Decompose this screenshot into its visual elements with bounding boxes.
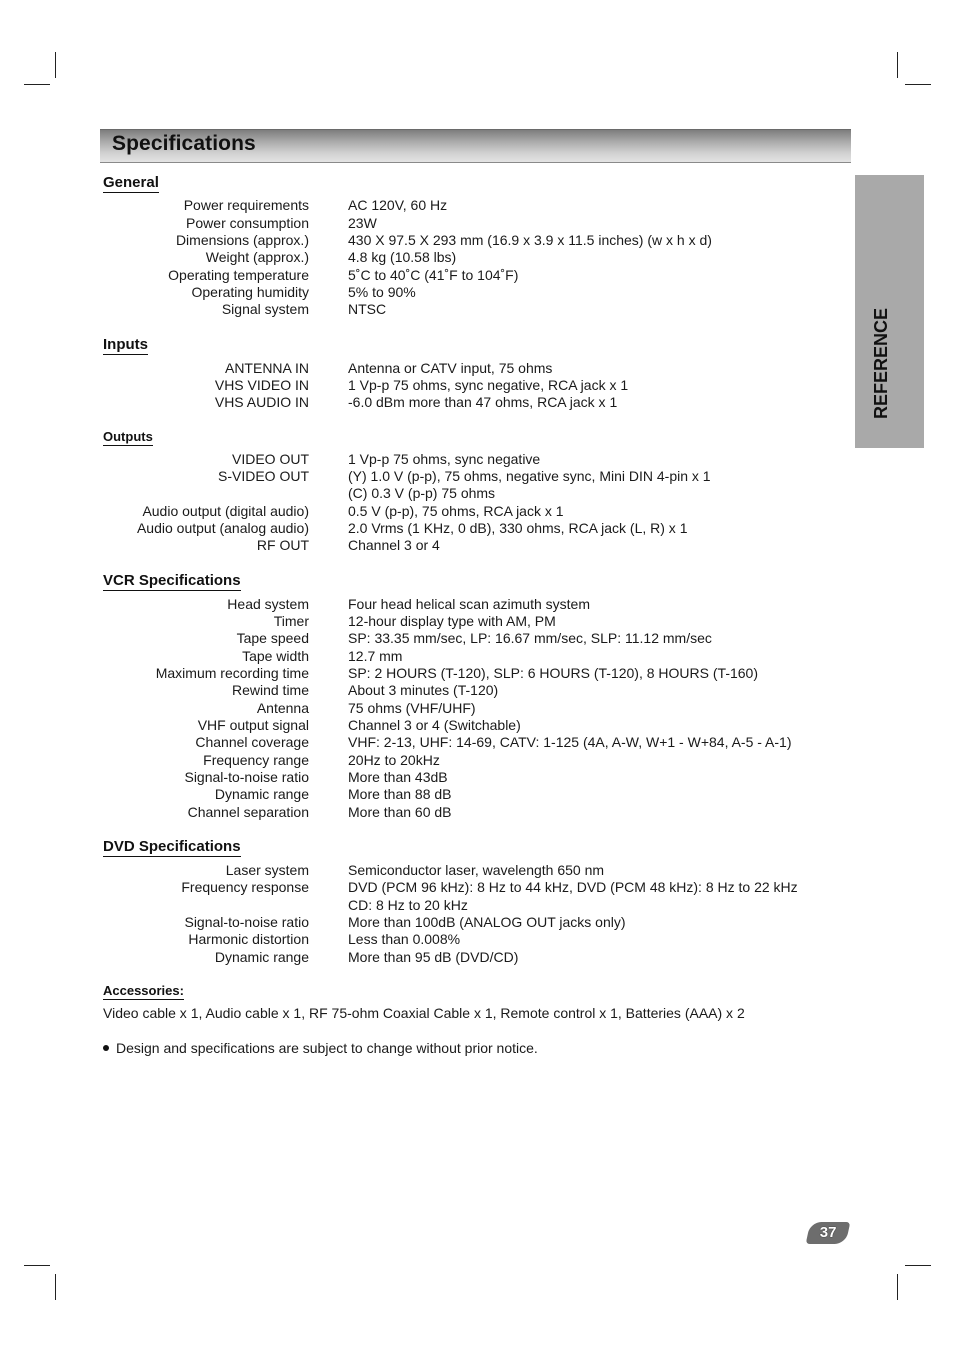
spec-value: DVD (PCM 96 kHz): 8 Hz to 44 kHz, DVD (PCM 48 kHz): 8 Hz to 22 kHz: [348, 879, 798, 895]
spec-label: Audio output (digital audio): [142, 503, 309, 519]
spec-row: [0, 948, 954, 966]
section-heading-vcr: VCR Specifications: [103, 572, 241, 589]
spec-value: 430 X 97.5 X 293 mm (16.9 x 3.9 x 11.5 inches) (w x h x d): [348, 232, 712, 248]
spec-value: (Y) 1.0 V (p-p), 75 ohms, negative sync, Mini DIN 4-pin x 1: [348, 468, 711, 484]
crop-mark: [24, 84, 50, 85]
spec-row: [0, 484, 954, 502]
spec-label: Dimensions (approx.): [175, 232, 309, 248]
spec-value: Channel 3 or 4 (Switchable): [348, 717, 521, 733]
spec-value: CD: 8 Hz to 20 kHz: [348, 897, 468, 913]
spec-row: [0, 664, 954, 682]
spec-value: More than 60 dB: [348, 804, 452, 820]
page-number-badge: [806, 1222, 851, 1244]
page-number: 37: [819, 1224, 837, 1241]
spec-value: VHF: 2-13, UHF: 14-69, CATV: 1-125 (4A, A-W, W+1 - W+84, A-5 - A-1): [348, 734, 792, 750]
spec-row: [0, 231, 954, 249]
spec-value: AC 120V, 60 Hz: [348, 197, 448, 213]
spec-row: [0, 803, 954, 821]
spec-value: (C) 0.3 V (p-p) 75 ohms: [348, 485, 496, 501]
spec-value: SP: 33.35 mm/sec, LP: 16.67 mm/sec, SLP: 11.12 mm/sec: [348, 630, 712, 646]
spec-label: ANTENNA IN: [224, 360, 309, 376]
spec-value: 1 Vp-p 75 ohms, sync negative: [348, 451, 541, 467]
spec-row: [0, 450, 954, 468]
spec-value: 1 Vp-p 75 ohms, sync negative, RCA jack x 1: [348, 377, 629, 393]
spec-row: [0, 861, 954, 879]
spec-value: More than 100dB (ANALOG OUT jacks only): [348, 914, 626, 930]
spec-value: 23W: [348, 215, 377, 231]
spec-label: Harmonic distortion: [188, 931, 309, 947]
spec-row: [0, 896, 954, 914]
spec-value: Four head helical scan azimuth system: [348, 596, 590, 612]
spec-value: SP: 2 HOURS (T-120), SLP: 6 HOURS (T-120), 8 HOURS (T-160): [348, 665, 758, 681]
spec-row: [0, 716, 954, 734]
spec-row: [0, 502, 954, 520]
spec-row: [0, 248, 954, 266]
spec-value: Antenna or CATV input, 75 ohms: [348, 360, 553, 376]
spec-label: Frequency response: [181, 879, 309, 895]
spec-value: More than 88 dB: [348, 786, 452, 802]
spec-row: [0, 612, 954, 630]
spec-label: Dynamic range: [214, 949, 309, 965]
spec-row: [0, 519, 954, 537]
spec-label: Audio output (analog audio): [136, 520, 309, 536]
spec-value: More than 43dB: [348, 769, 448, 785]
spec-row: [0, 196, 954, 214]
spec-label: Signal-to-noise ratio: [184, 914, 309, 930]
page-title: Specifications: [112, 132, 256, 155]
spec-value: 4.8 kg (10.58 lbs): [348, 249, 457, 265]
spec-label: Maximum recording time: [155, 665, 309, 681]
spec-label: Antenna: [256, 700, 309, 716]
spec-label: Operating humidity: [191, 284, 309, 300]
crop-mark: [24, 1265, 50, 1266]
spec-row: [0, 595, 954, 613]
spec-row: [0, 913, 954, 931]
spec-row: [0, 283, 954, 301]
bullet-icon: [103, 1045, 109, 1051]
spec-label: S-VIDEO OUT: [217, 468, 309, 484]
spec-label: Laser system: [225, 862, 309, 878]
spec-row: [0, 536, 954, 554]
spec-value: Less than 0.008%: [348, 931, 461, 947]
section-heading-general: General: [103, 174, 159, 191]
spec-row: [0, 681, 954, 699]
spec-label: Power consumption: [186, 215, 309, 231]
spec-value: 0.5 V (p-p), 75 ohms, RCA jack x 1: [348, 503, 564, 519]
accessories-text: Video cable x 1, Audio cable x 1, RF 75-ohm Coaxial Cable x 1, Remote control x 1, Batteries (AAA) x 2: [103, 1005, 745, 1021]
spec-label: VHS VIDEO IN: [214, 377, 309, 393]
spec-row: [0, 647, 954, 665]
spec-label: Dynamic range: [214, 786, 309, 802]
side-tab-label: REFERENCE: [871, 307, 891, 419]
section-heading-dvd: DVD Specifications: [103, 838, 241, 855]
section-heading-outputs: Outputs: [103, 429, 153, 444]
section-heading-accessories: Accessories:: [103, 983, 184, 998]
crop-mark: [905, 84, 931, 85]
spec-label: VIDEO OUT: [231, 451, 309, 467]
section-heading-inputs: Inputs: [103, 336, 148, 353]
spec-row: [0, 467, 954, 485]
crop-mark: [905, 1265, 931, 1266]
spec-value: Channel 3 or 4: [348, 537, 440, 553]
spec-row: [0, 300, 954, 318]
spec-value: NTSC: [348, 301, 387, 317]
spec-row: [0, 393, 954, 411]
notice-text: Design and specifications are subject to change without prior notice.: [116, 1040, 538, 1056]
crop-mark: [897, 52, 898, 78]
spec-row: [0, 751, 954, 769]
spec-value: 12.7 mm: [348, 648, 403, 664]
spec-row: [0, 376, 954, 394]
spec-value: 5% to 90%: [348, 284, 416, 300]
spec-label: Tape speed: [236, 630, 309, 646]
spec-row: [0, 930, 954, 948]
spec-row: [0, 359, 954, 377]
spec-label: Power requirements: [183, 197, 309, 213]
spec-label: Head system: [227, 596, 309, 612]
crop-mark: [897, 1274, 898, 1300]
spec-row: [0, 266, 954, 284]
spec-row: [0, 878, 954, 896]
spec-label: Signal-to-noise ratio: [184, 769, 309, 785]
spec-value: 2.0 Vrms (1 KHz, 0 dB), 330 ohms, RCA jack (L, R) x 1: [348, 520, 688, 536]
spec-row: [0, 785, 954, 803]
spec-value: 12-hour display type with AM, PM: [348, 613, 556, 629]
spec-label: Frequency range: [203, 752, 309, 768]
spec-label: Operating temperature: [168, 267, 309, 283]
spec-label: Rewind time: [231, 682, 309, 698]
spec-row: [0, 214, 954, 232]
spec-value: Semiconductor laser, wavelength 650 nm: [348, 862, 605, 878]
spec-row: [0, 733, 954, 751]
spec-value: 5˚C to 40˚C (41˚F to 104˚F): [348, 267, 519, 283]
spec-label: Channel coverage: [195, 734, 309, 750]
spec-value: More than 95 dB (DVD/CD): [348, 949, 519, 965]
crop-mark: [55, 52, 56, 78]
spec-label: VHS AUDIO IN: [214, 394, 309, 410]
spec-label: Channel separation: [187, 804, 309, 820]
spec-label: VHF output signal: [197, 717, 309, 733]
spec-label: Tape width: [242, 648, 309, 664]
notice: [103, 1039, 538, 1057]
spec-label: Weight (approx.): [205, 249, 309, 265]
spec-value: About 3 minutes (T-120): [348, 682, 499, 698]
spec-row: [0, 699, 954, 717]
spec-value: 75 ohms (VHF/UHF): [348, 700, 476, 716]
title-bar: [100, 129, 851, 163]
spec-value: 20Hz to 20kHz: [348, 752, 440, 768]
spec-row: [0, 629, 954, 647]
spec-label: Signal system: [221, 301, 309, 317]
spec-row: [0, 768, 954, 786]
spec-label: Timer: [273, 613, 309, 629]
spec-label: RF OUT: [256, 537, 309, 553]
spec-value: -6.0 dBm more than 47 ohms, RCA jack x 1: [348, 394, 618, 410]
crop-mark: [55, 1274, 56, 1300]
